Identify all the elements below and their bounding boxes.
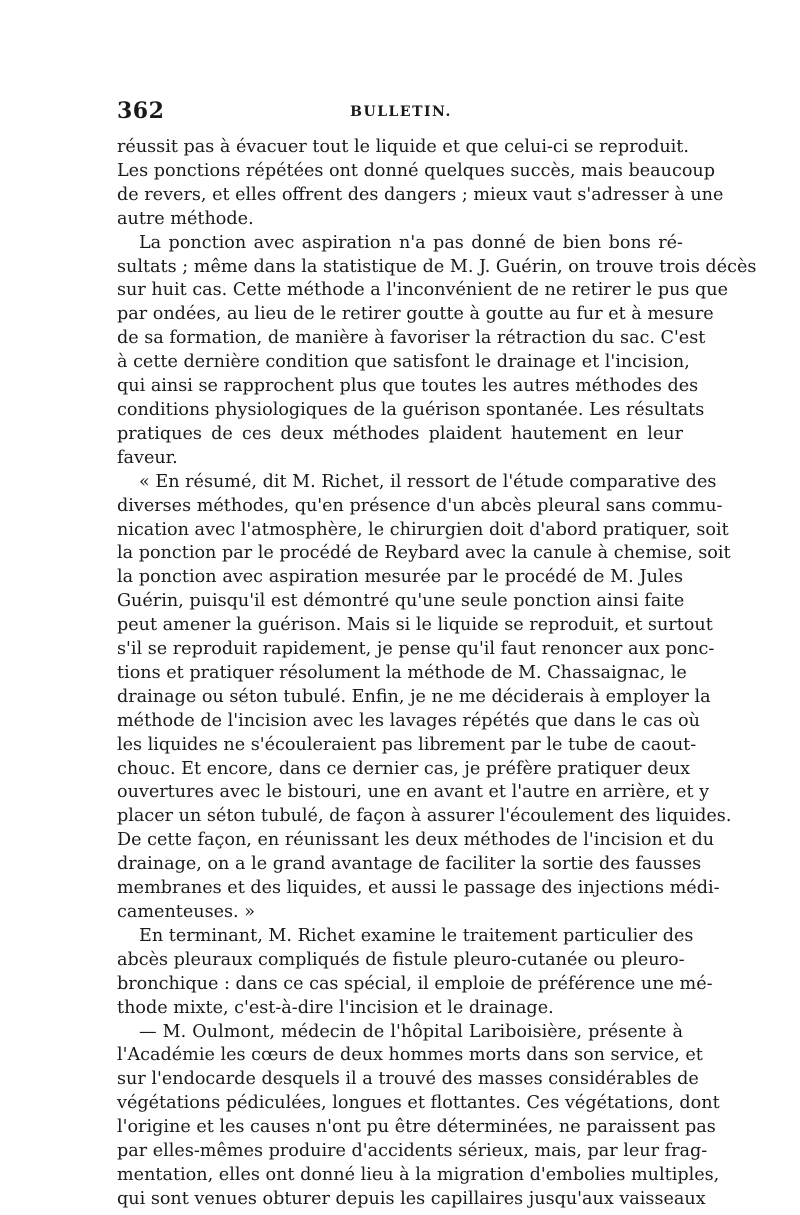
text-line: membranes et des liquides, et aussi le passage des injections médi- [117, 878, 720, 899]
text-line: — M. Oulmont, médecin de l'hôpital Lariboisière, présente à [139, 1021, 683, 1042]
text-line: nication avec l'atmosphère, le chirurgien doit d'abord pratiquer, soit [117, 519, 729, 540]
text-line: la ponction par le procédé de Reybard avec la canule à chemise, soit [117, 543, 731, 564]
page-header [117, 98, 685, 128]
text-line: sultats ; même dans la statistique de M. J. Guérin, on trouve trois décès [117, 256, 757, 277]
page-number: 362 [117, 98, 165, 124]
text-line: s'il se reproduit rapidement, je pense qu'il faut renoncer aux ponc- [117, 639, 715, 660]
paragraph [117, 1021, 720, 1212]
text-line: de revers, et elles offrent des dangers ; mieux vaut s'adresser à une [117, 184, 724, 205]
text-line: à cette dernière condition que satisfont le drainage et l'incision, [117, 352, 690, 373]
text-line: pratiques de ces deux méthodes plaident hautement en leur [117, 423, 683, 444]
text-line: réussit pas à évacuer tout le liquide et que celui-ci se reproduit. [117, 137, 689, 157]
text-line: chouc. Et encore, dans ce dernier cas, je préfère pratiquer deux [117, 758, 691, 779]
paragraph [117, 925, 713, 1021]
text-line: l'origine et les causes n'ont pu être déterminées, ne paraissent pas [117, 1117, 716, 1138]
text-line: conditions physiologiques de la guérison spontanée. Les résultats [117, 399, 705, 420]
text-line: ouvertures avec le bistouri, une en avant et l'autre en arrière, et y [117, 782, 710, 803]
text-line: thode mixte, c'est-à-dire l'incision et le drainage. [117, 997, 554, 1018]
text-line: qui ainsi se rapprochent plus que toutes les autres méthodes des [117, 376, 699, 397]
text-line: En terminant, M. Richet examine le traitement particulier des [139, 925, 694, 946]
text-line: Guérin, puisqu'il est démontré qu'une seule ponction ainsi faite [117, 591, 685, 612]
text-line: la ponction avec aspiration mesurée par le procédé de M. Jules [117, 567, 683, 588]
text-line: Les ponctions répétées ont donné quelques succès, mais beaucoup [117, 160, 716, 181]
text-line: bronchique : dans ce cas spécial, il emploie de préférence une mé- [117, 973, 713, 994]
text-line: La ponction avec aspiration n'a pas donné de bien bons ré- [139, 232, 683, 253]
text-line: De cette façon, en réunissant les deux méthodes de l'incision et du [117, 830, 715, 851]
text-line: qui sont venues obturer depuis les capillaires jusqu'aux vaisseaux [117, 1188, 706, 1209]
text-line: de sa formation, de manière à favoriser la rétraction du sac. C'est [117, 328, 706, 349]
paragraph [117, 136, 724, 232]
text-line: diverses méthodes, qu'en présence d'un abcès pleural sans commu- [117, 495, 723, 516]
text-line: drainage ou séton tubulé. Enfin, je ne me déciderais à employer la [117, 686, 711, 707]
text-line: peut amener la guérison. Mais si le liquide se reproduit, et surtout [117, 615, 713, 636]
paragraph [117, 471, 732, 925]
text-line: par ondées, au lieu de le retirer goutte à goutte au fur et à mesure [117, 304, 714, 325]
text-line: sur l'endocarde desquels il a trouvé des masses considérables de [117, 1069, 699, 1090]
paragraph [117, 232, 757, 471]
body-text [117, 136, 757, 1212]
text-line: l'Académie les cœurs de deux hommes morts dans son service, et [117, 1045, 703, 1066]
text-line: « En résumé, dit M. Richet, il ressort de l'étude comparative des [139, 471, 717, 492]
text-line: méthode de l'incision avec les lavages répétés que dans le cas où [117, 710, 700, 731]
text-line: mentation, elles ont donné lieu à la migration d'embolies multiples, [117, 1164, 720, 1185]
text-line: les liquides ne s'écouleraient pas librement par le tube de caout- [117, 734, 697, 755]
running-title: BULLETIN. [350, 104, 452, 120]
text-line: faveur. [117, 447, 178, 468]
text-line: drainage, on a le grand avantage de faciliter la sortie des fausses [117, 854, 702, 875]
text-line: sur huit cas. Cette méthode a l'inconvénient de ne retirer le pus que [117, 280, 729, 301]
text-line: camenteuses. » [117, 902, 256, 922]
text-line: tions et pratiquer résolument la méthode de M. Chassaignac, le [117, 662, 687, 683]
text-line: autre méthode. [117, 208, 254, 229]
text-line: par elles-mêmes produire d'accidents sérieux, mais, par leur frag- [117, 1141, 708, 1162]
text-line: végétations pédiculées, longues et flottantes. Ces végétations, dont [117, 1093, 720, 1114]
text-line: abcès pleuraux compliqués de fistule pleuro-cutanée ou pleuro- [117, 949, 685, 970]
text-line: placer un séton tubulé, de façon à assurer l'écoulement des liquides. [117, 806, 732, 827]
